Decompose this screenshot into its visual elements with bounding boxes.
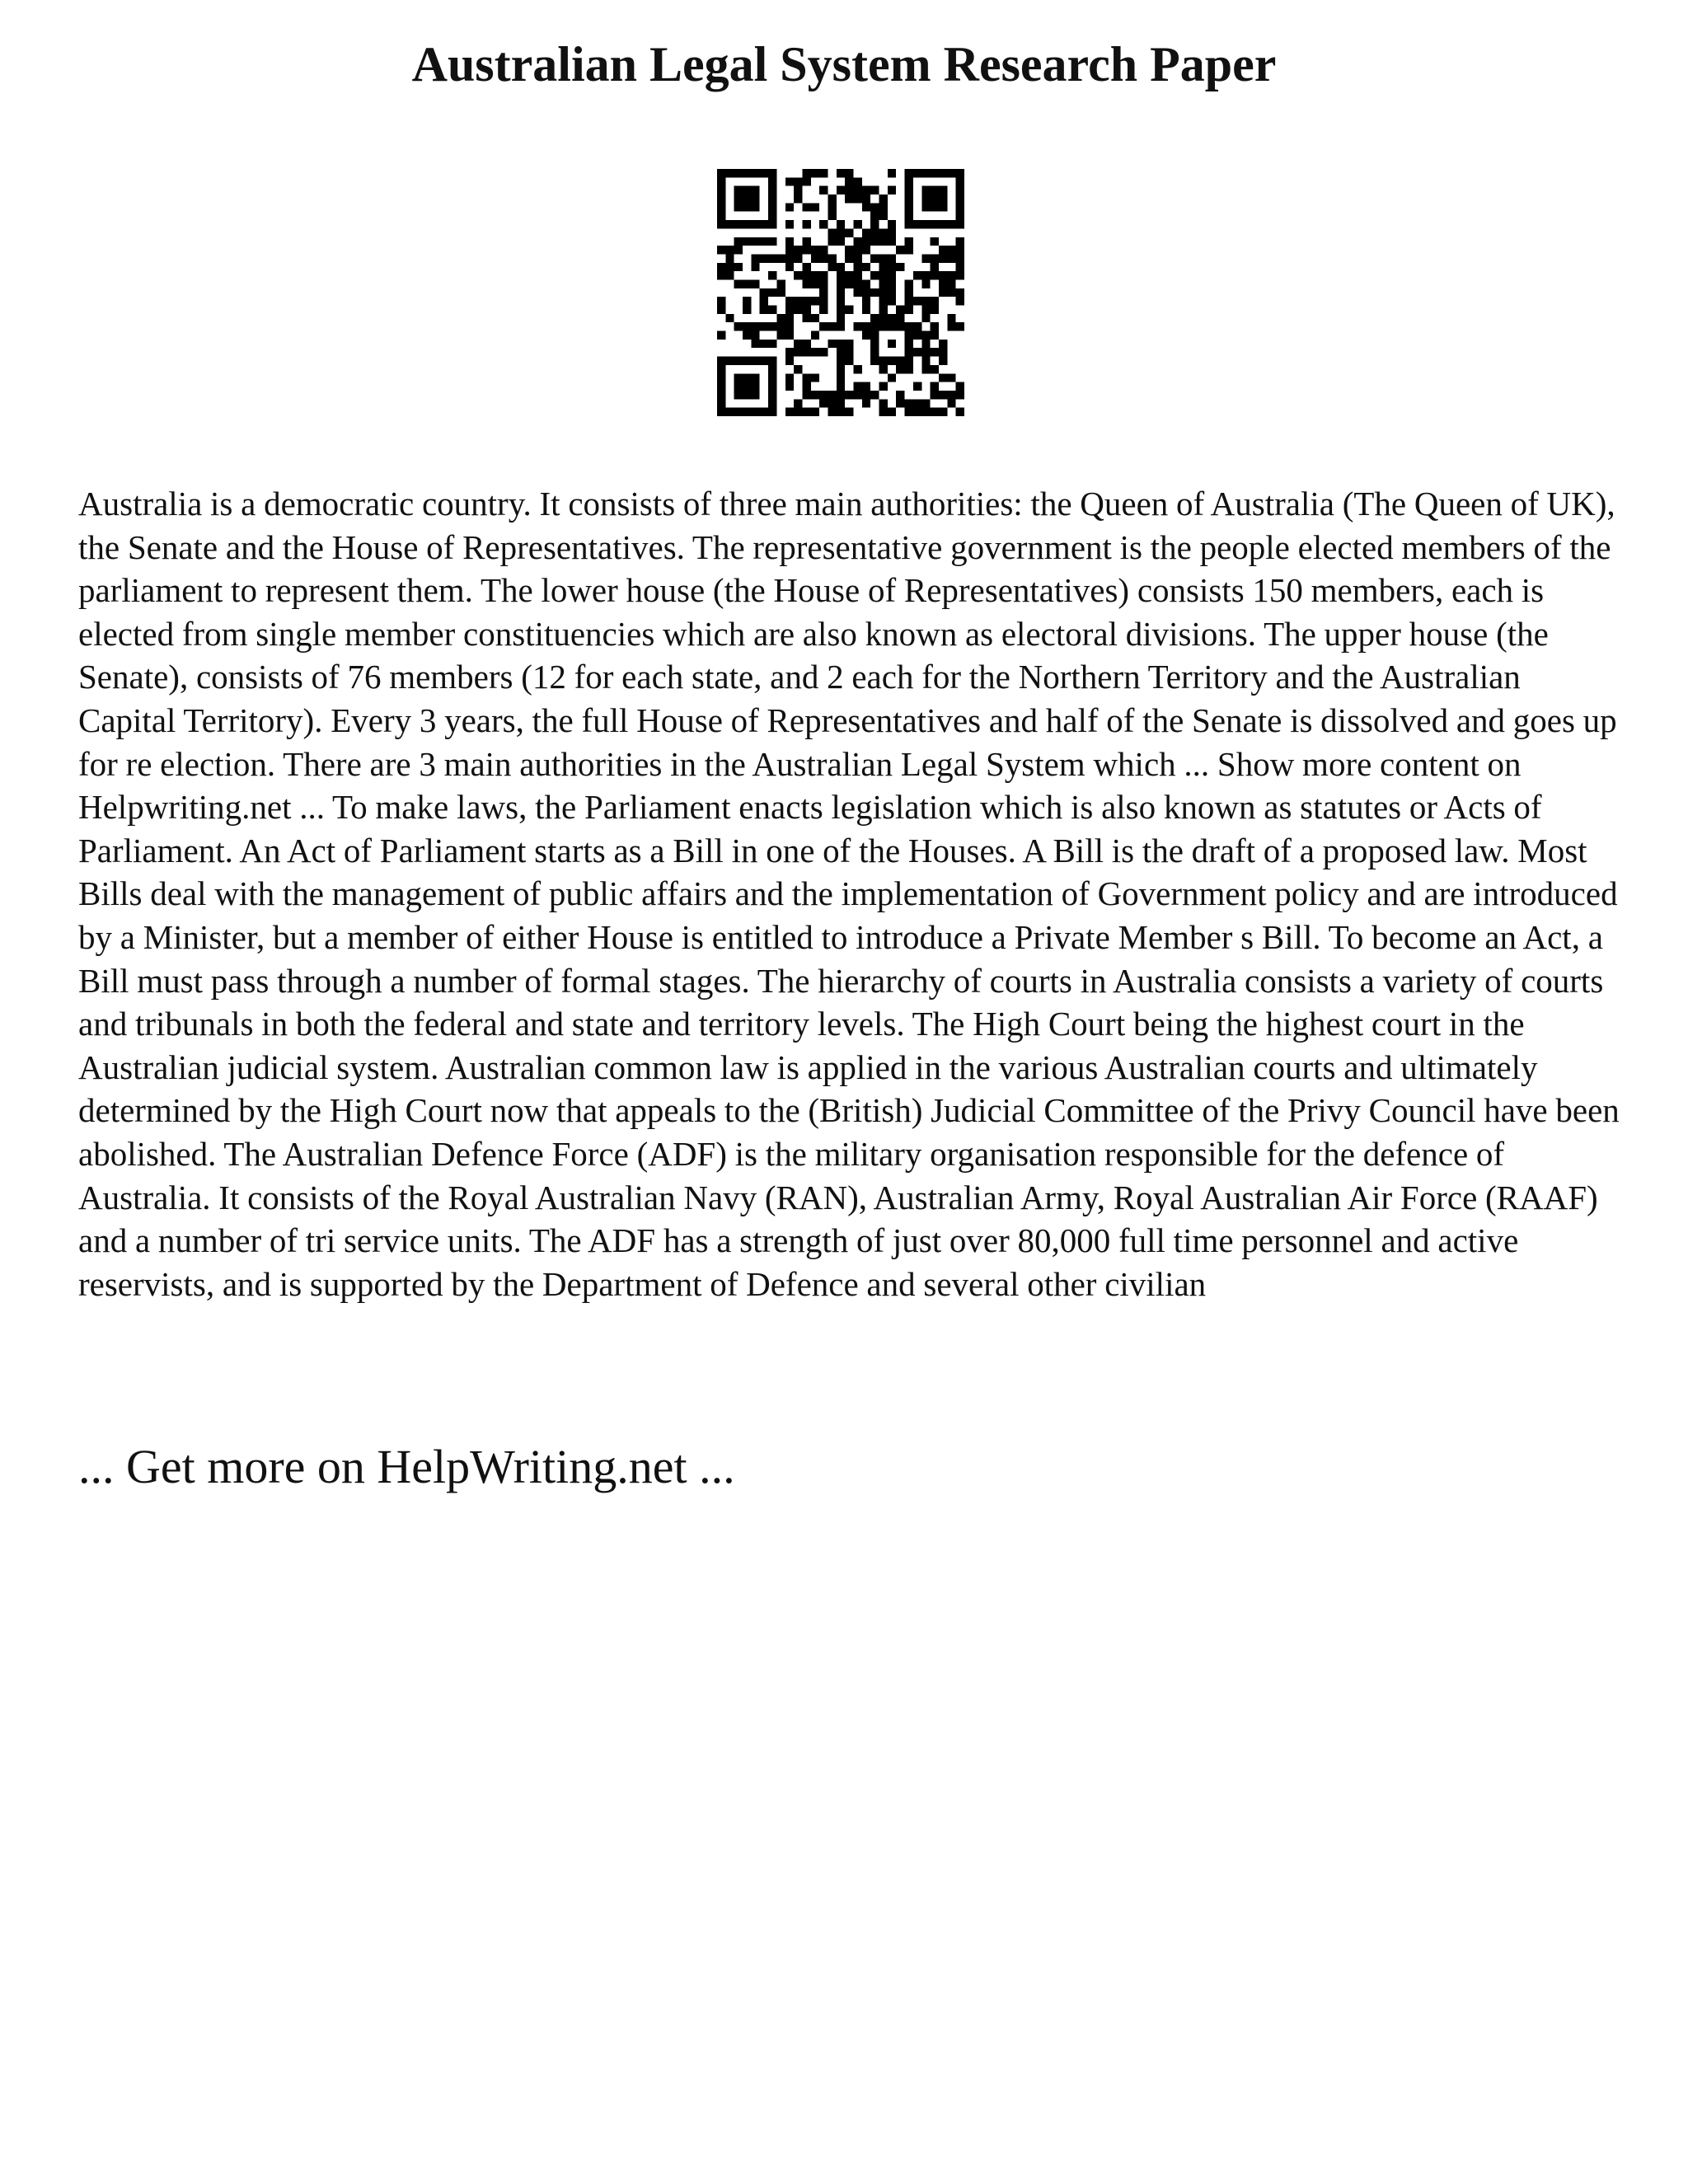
body-paragraph: Australia is a democratic country. It consists of three main authorities: the Queen of Australia (The Queen of UK), the Senate and the House of Representatives. The representative government is the people elected members of the parliament to represent them. The lower house (the House of Representatives) consists 150 members, each is elected from single member constituencies which are also known as electoral divisions. The upper house (the Senate), consists of 76 members (12 for each state, and 2 each for the Northern Territory and the Australian Capital Territory). Every 3 years, the full House of Representatives and half of the Senate is dissolved and goes up for re election. There are 3 main authorities in the Australian Legal System which ... Show more content on Helpwriting.net ... To make laws, the Parliament enacts legislation which is also known as statutes or Acts of Parliament. An Act of Parliament starts as a Bill in one of the Houses. A Bill is the draft of a proposed law. Most Bills deal with the management of public affairs and the implementation of Government policy and are introduced by a Minister, but a member of either House is entitled to introduce a Private Member s Bill. To become an Act, a Bill must pass through a number of formal stages. The hierarchy of courts in Australia consists a variety of courts and tribunals in both the federal and state and territory levels. The High Court being the highest court in the Australian judicial system. Australian common law is applied in the various Australian courts and ultimately determined by the High Court now that appeals to the (British) Judicial Committee of the Privy Council have been abolished. The Australian Defence Force (ADF) is the military organisation responsible for the defence of Australia. It consists of the Royal Australian Navy (RAN), Australian Army, Royal Australian Air Force (RAAF) and a number of tri service units. The ADF has a strength of just over 80,000 full time personnel and active reservists, and is supported by the Department of Defence and several other civilian: [78, 485, 1620, 1303]
page-title: Australian Legal System Research Paper: [411, 37, 1277, 91]
get-more-link[interactable]: ... Get more on HelpWriting.net ...: [78, 1440, 735, 1493]
qr-code-icon: [717, 169, 964, 416]
